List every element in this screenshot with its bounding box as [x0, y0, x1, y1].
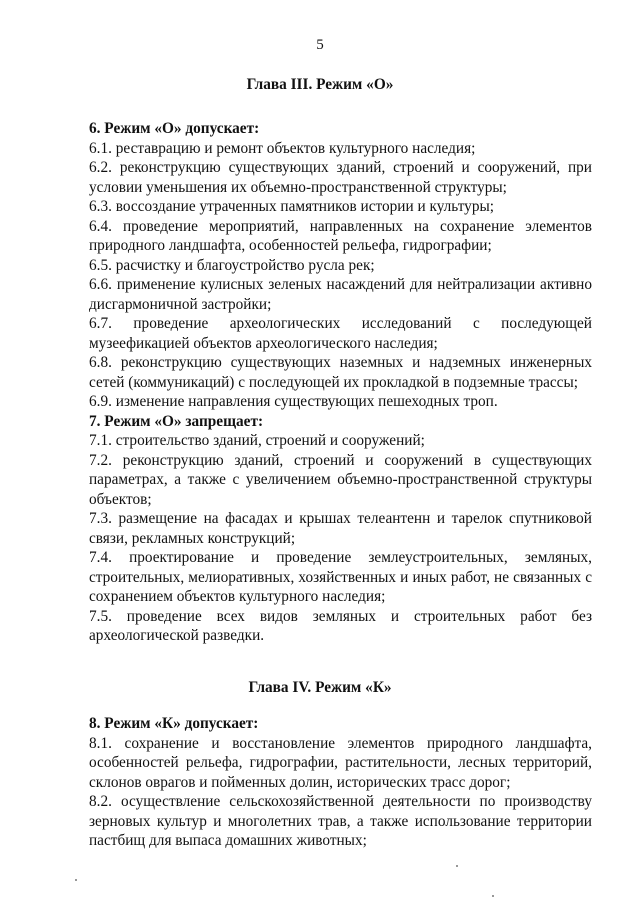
item-6-6: 6.6. применение кулисных зеленых насаждений для нейтрализации активно дисгармоничной застройки; [89, 276, 592, 313]
chapter-3-body [89, 119, 592, 646]
item-6-9: 6.9. изменение направления существующих пешеходных троп. [89, 393, 498, 410]
section-6-heading: 6. Режим «О» допускает: [89, 120, 260, 137]
item-6-1: 6.1. реставрацию и ремонт объектов культурного наследия; [89, 139, 476, 157]
item-7-4: 7.4. проектирование и проведение землеустроительных, земляных, строительных, мелиоративных, хозяйственных и иных работ, не связанных с сохранением объектов культурного наследия; [89, 549, 592, 605]
item-7-2: 7.2. реконструкцию зданий, строений и сооружений в существующих параметрах, а также с увеличением объемно-пространственной структуры объектов; [89, 451, 592, 508]
item-6-8: 6.8. реконструкцию существующих наземных и надземных инженерных сетей (коммуникаций) с последующей их прокладкой в подземные трассы; [89, 354, 592, 391]
section-7-heading: 7. Режим «О» запрещает: [89, 412, 264, 430]
scan-speck [456, 865, 458, 867]
section-8-heading: 8. Режим «К» допускает: [89, 715, 259, 732]
scan-speck [75, 879, 77, 881]
chapter-3-title: Глава III. Режим «О» [246, 76, 394, 93]
page-number: 5 [316, 37, 324, 53]
item-7-1: 7.1. строительство зданий, строений и сооружений; [89, 432, 425, 449]
chapter-4-body [89, 714, 592, 851]
item-6-5: 6.5. расчистку и благоустройство русла рек; [89, 256, 375, 274]
item-6-7: 6.7. проведение археологических исследований с последующей музеефикацией объектов археологического наследия; [89, 315, 592, 352]
item-6-4: 6.4. проведение мероприятий, направленных на сохранение элементов природного ландшафта, особенностей рельефа, гидрографии; [89, 217, 592, 254]
item-8-1: 8.1. сохранение и восстановление элементов природного ландшафта, особенностей рельефа, гидрографии, растительности, лесных территорий, склонов оврагов и пойменных долин, исторических трасс дорог; [89, 734, 592, 791]
item-7-5: 7.5. проведение всех видов земляных и строительных работ без археологической разведки. [89, 607, 592, 644]
scan-speck [492, 895, 494, 897]
item-6-3: 6.3. воссоздание утраченных памятников истории и культуры; [89, 198, 495, 215]
item-6-2: 6.2. реконструкцию существующих зданий, строений и сооружений, при условии уменьшения их объемно-пространственной структуры; [89, 159, 592, 196]
item-8-2: 8.2. осуществление сельскохозяйственной деятельности по производству зерновых культур и многолетних трав, а также использование территории пастбищ для выпаса домашних животных; [89, 793, 592, 849]
item-7-3: 7.3. размещение на фасадах и крышах телеантенн и тарелок спутниковой связи, рекламных конструкций; [89, 510, 592, 547]
chapter-4-title: Глава IV. Режим «К» [248, 679, 392, 696]
